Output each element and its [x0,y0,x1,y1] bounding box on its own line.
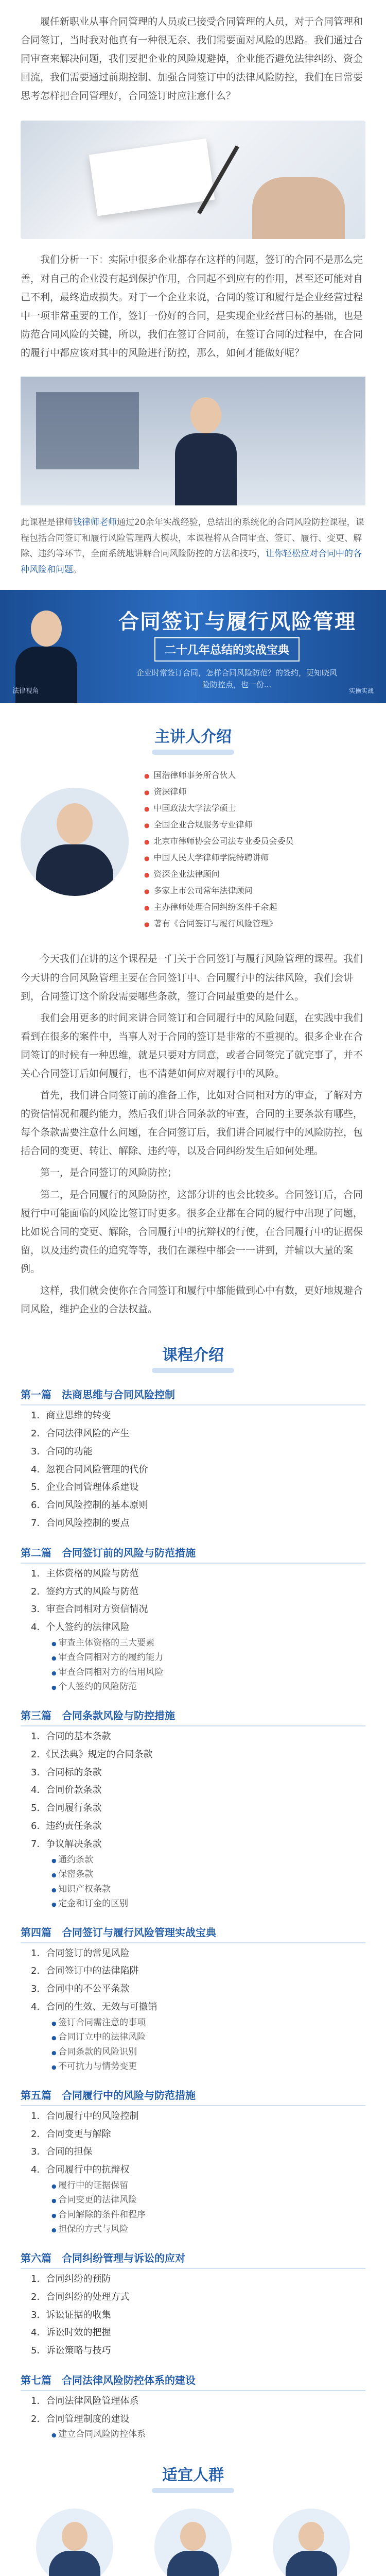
intro-paragraph: 履任新职业从事合同管理的人员或已接受合同管理的人员，对于合同管理和合同签订，当时我对他真有一种很无奈、我们需要面对风险的思路。我们通过合同审查来解决问题，我们要把企业的风险规避掉，企业能否避免法律纠纷、资金回流，我们需要通过前期控制、加强合同签订中的法律风险防控，我们在日常要思考怎样把合同管理好，合同签订时应注意什么？ [21,16,363,102]
chapter-item: 1．合同的基本条款 [31,1731,111,1742]
audience-avatar [154,2509,232,2576]
chapter-item: 5．企业合同管理体系建设 [31,1482,139,1493]
chapter-item: 1．合同纠纷的预防 [31,2273,111,2284]
chapter-item: 2．合同法律风险的产生 [31,1428,130,1439]
chapter-item: 3．合同的担保 [31,2146,93,2158]
chapter-item: 6．违约责任条款 [31,1820,102,1832]
chapter-title: 第四篇 合同签订与履行风险管理实战宝典 [21,1924,365,1943]
chapter-subitem: ● 个人签约的风险防范 [21,1679,365,1694]
course-banner [0,590,386,703]
chapter-item: 2．《民法典》规定的合同条款 [31,1749,153,1760]
audience-avatar [36,2509,113,2576]
speaker-card [21,767,365,932]
credential-item: ● 多家上市公司常年法律顾问 [144,883,294,899]
hand-shape [252,177,345,239]
course-chapter [0,2074,386,2236]
audience-group [23,2509,126,2576]
chapter-title: 第三篇 合同条款风险与防控措施 [21,1707,365,1726]
chapter-title: 第一篇 法商思维与合同风险控制 [21,1386,365,1405]
chapter-subitem: ● 通约条款 [21,1852,365,1867]
speaker-section-header [0,703,386,755]
chapter-subitem: ● 审查合同相对方的履约能力 [21,1650,365,1665]
credential-item: ● 著有《合同签订与履行风险管理》 [144,916,294,932]
course-chapter [0,2236,386,2359]
chapter-item: 1．商业思维的转变 [31,1410,111,1421]
chapter-subitem: ● 合同解除的条件和程序 [21,2207,365,2222]
chapter-subitem: ● 不可抗力与情势变更 [21,2059,365,2074]
chapter-subitem: ● 审查主体资格的三大要素 [21,1635,365,1650]
chapter-item: 1．合同法律风险管理体系 [31,2395,139,2406]
banner-subtitle: 二十几年总结的实战宝典 [154,637,300,662]
bio-paragraph: 首先，我们讲合同签订前的准备工作，比如对合同相对方的审查，了解对方的资信情况和履约能力，然后我们讲合同条款的审查，合同的主要条款有哪些，每个条款需要注意什么问题，在合同签订后，我们讲合同履行中的风险防控，包括合同的变更、转让、解除、违约等，以及合同纠纷发生后如何处理。 [21,1090,363,1157]
credential-item: ● 全国企业合规服务专业律师 [144,817,294,833]
chapter-item: 4．合同价款条款 [31,1785,102,1796]
speaker-credentials [129,767,294,932]
course-chapter [0,1694,386,1911]
course-section-header [0,1321,386,1373]
chapter-item: 4．诉讼时效的把握 [31,2327,111,2338]
audience-section-header [0,2442,386,2493]
credential-item: ● 中国政法大学法学硕士 [144,800,294,817]
presentation-screen [36,392,139,469]
chapter-item: 5．诉讼策略与技巧 [31,2345,111,2357]
chapter-item: 1．合同履行中的风险控制 [31,2110,139,2122]
bio-paragraph: 我们会用更多的时间来讲合同签订和合同履行中的风险问题，在实践中我们看到在很多的案件中，当事人对于合同的签订是非常的不重视的。很多企业在合同签订的时候有一种思维，就是只要对方同意，或者合同签完了就完事了，并不关心合同签订后如何履行，也不清楚如何应对履行中的风险。 [21,1012,363,1079]
chapter-subitem: ● 担保的方式与风险 [21,2222,365,2236]
chapter-item: 4．合同的生效、无效与可撤销 [31,2001,157,2012]
audience-group [260,2509,363,2576]
audience-heading: 适宜人群 [162,2466,224,2484]
course-chapter [0,2359,386,2442]
intro-paragraph-2: 我们分析一下：实际中很多企业都存在这样的问题，签订的合同不是那么完善，对自己的企业没有起到保护作用，合同起不到应有的作用，甚至还可能对自己不利，最终造成损失。对于一个企业来说，合同的签订和履行是企业经营过程中一项非常重要的工作，签订一份好的合同，是实现企业经营目标的基础，也是防范合同风险的关键，所以，我们在签订合同前，在签订合同的过程中，在合同的履行中都应该对其中的风险进行防控，那么，如何才能做好呢？ [21,254,363,359]
chapter-item: 2．合同纠纷的处理方式 [31,2291,130,2302]
chapter-title: 第七篇 合同法律风险防控体系的建设 [21,2372,365,2391]
chapter-item: 6．合同风险控制的基本原则 [31,1500,148,1511]
contract-signing-photo [21,121,365,239]
speaker-bio [0,932,386,1318]
credential-item: ● 中国人民大学律师学院特聘讲师 [144,850,294,866]
chapter-subitem: ● 保密条款 [21,1867,365,1882]
banner-logo: 法律视角 [12,687,40,696]
chapter-item: 5．合同履行条款 [31,1803,102,1814]
credential-item: ● 国浩律师事务所合伙人 [144,767,294,784]
course-heading: 课程介绍 [162,1346,224,1365]
chapter-title: 第五篇 合同履行中的风险与防范措施 [21,2087,365,2106]
chapter-item: 7．合同风险控制的要点 [31,1517,130,1529]
chapter-item: 4．合同履行中的抗辩权 [31,2164,130,2176]
course-chapter [0,1373,386,1531]
audience-groups [0,2493,386,2576]
chapter-item: 2．合同管理制度的建设 [31,2413,130,2425]
course-chapter [0,1911,386,2074]
chapter-subitem: ● 定金和订金的区别 [21,1896,365,1911]
chapter-item: 4．个人签约的法律风险 [31,1622,130,1633]
course-chapter [0,1531,386,1694]
chapter-subitem: ● 审查合同相对方的信用风险 [21,1665,365,1680]
chapter-item: 1．主体资格的风险与防范 [31,1568,139,1579]
chapter-subitem: ● 合同订立中的法律风险 [21,2029,365,2044]
chapter-subitem: ● 建立合同风险防控体系 [21,2427,365,2442]
chapter-item: 3．诉讼证据的收集 [31,2309,111,2320]
bio-paragraph: 第一，是合同签订的风险防控； [40,1167,178,1179]
banner-tag: 实操实战 [348,687,374,695]
chapter-item: 7．争议解决条款 [31,1838,102,1850]
chapter-item: 3．合同标的条款 [31,1767,102,1778]
contract-document-shape [89,139,215,216]
chapter-title: 第六篇 合同纠纷管理与诉讼的应对 [21,2250,365,2269]
bio-paragraph: 这样，我们就会使你在合同签订和履行中都能做到心中有数，更好地规避合同风险，维护企业的合法权益。 [21,1285,363,1315]
chapter-title: 第二篇 合同签订前的风险与防范措施 [21,1545,365,1564]
banner-description: 企业时常签订合同，怎样合同风险防范？的签约，更知晓风险防控点，也一份... [136,668,337,689]
chapter-subitem: ● 签订合同需注意的事项 [21,2015,365,2030]
lecturer-photo [21,377,365,505]
chapter-item: 3．合同中的不公平条款 [31,1984,130,1995]
chapter-subitem: ● 履行中的证据保留 [21,2178,365,2193]
lecturer-figure [175,397,237,505]
chapter-subitem: ● 合同条款的风险识别 [21,2044,365,2059]
bio-paragraph: 第二，是合同履行的风险防控，这部分讲的也会比较多。合同签订后，合同履行中可能面临的风险比签订时更多。很多企业都在合同的履行中出现了问题，比如说合同的变更、解除，合同履行中的抗辩权的行使，在合同履行中的证据保留，以及违约责任的追究等等，我们在课程中都会一一讲到，并辅以大量的案例。 [21,1189,363,1275]
speaker-avatar [21,788,129,896]
audience-group [142,2509,244,2576]
credential-item: ● 资深律师 [144,784,294,800]
chapter-subitem: ● 知识产权条款 [21,1882,365,1896]
chapter-item: 3．审查合同相对方资信情况 [31,1604,148,1615]
bio-paragraph: 今天我们在讲的这个课程是一门关于合同签订与履行风险管理的课程。我们今天讲的合同风险管理主要在合同签订中、合同履行中的法律风险，我们会讲到，合同签订这个阶段需要哪些条款，签订合同最重要的是什么。 [21,953,363,1002]
speaker-heading: 主讲人介绍 [154,728,232,747]
course-outline [0,1373,386,2442]
audience-avatar [273,2509,350,2576]
chapter-item: 1．合同签订的常见风险 [31,1947,130,1959]
chapter-item: 2．合同变更与解除 [31,2128,111,2140]
credential-item: ● 主办律师处理合同纠纷案件千余起 [144,899,294,916]
credential-item: ● 北京市律师协会公司法专业委员会委员 [144,833,294,850]
chapter-subitem: ● 合同变更的法律风险 [21,2192,365,2207]
banner-title: 合同签订与履行风险管理 [118,610,356,634]
chapter-item: 4．忽视合同风险管理的代价 [31,1464,148,1475]
credential-item: ● 资深企业法律顾问 [144,866,294,883]
course-caption: 此课程是律师钱律师老师通过20余年实战经验，总结出的系统化的合同风险防控课程，课程包括合同签订和履行风险管理两大模块，本课程将从合同审查、签订、履行、变更、解除、违约等环节，全面系统地讲解合同风险防控的方法和技巧，让你轻松应对合同中的各种风险和问题。 [21,517,364,575]
chapter-item: 2．签约方式的风险与防范 [31,1586,139,1597]
chapter-item: 2．合同签订中的法律陷阱 [31,1965,139,1977]
chapter-item: 3．合同的功能 [31,1446,93,1457]
